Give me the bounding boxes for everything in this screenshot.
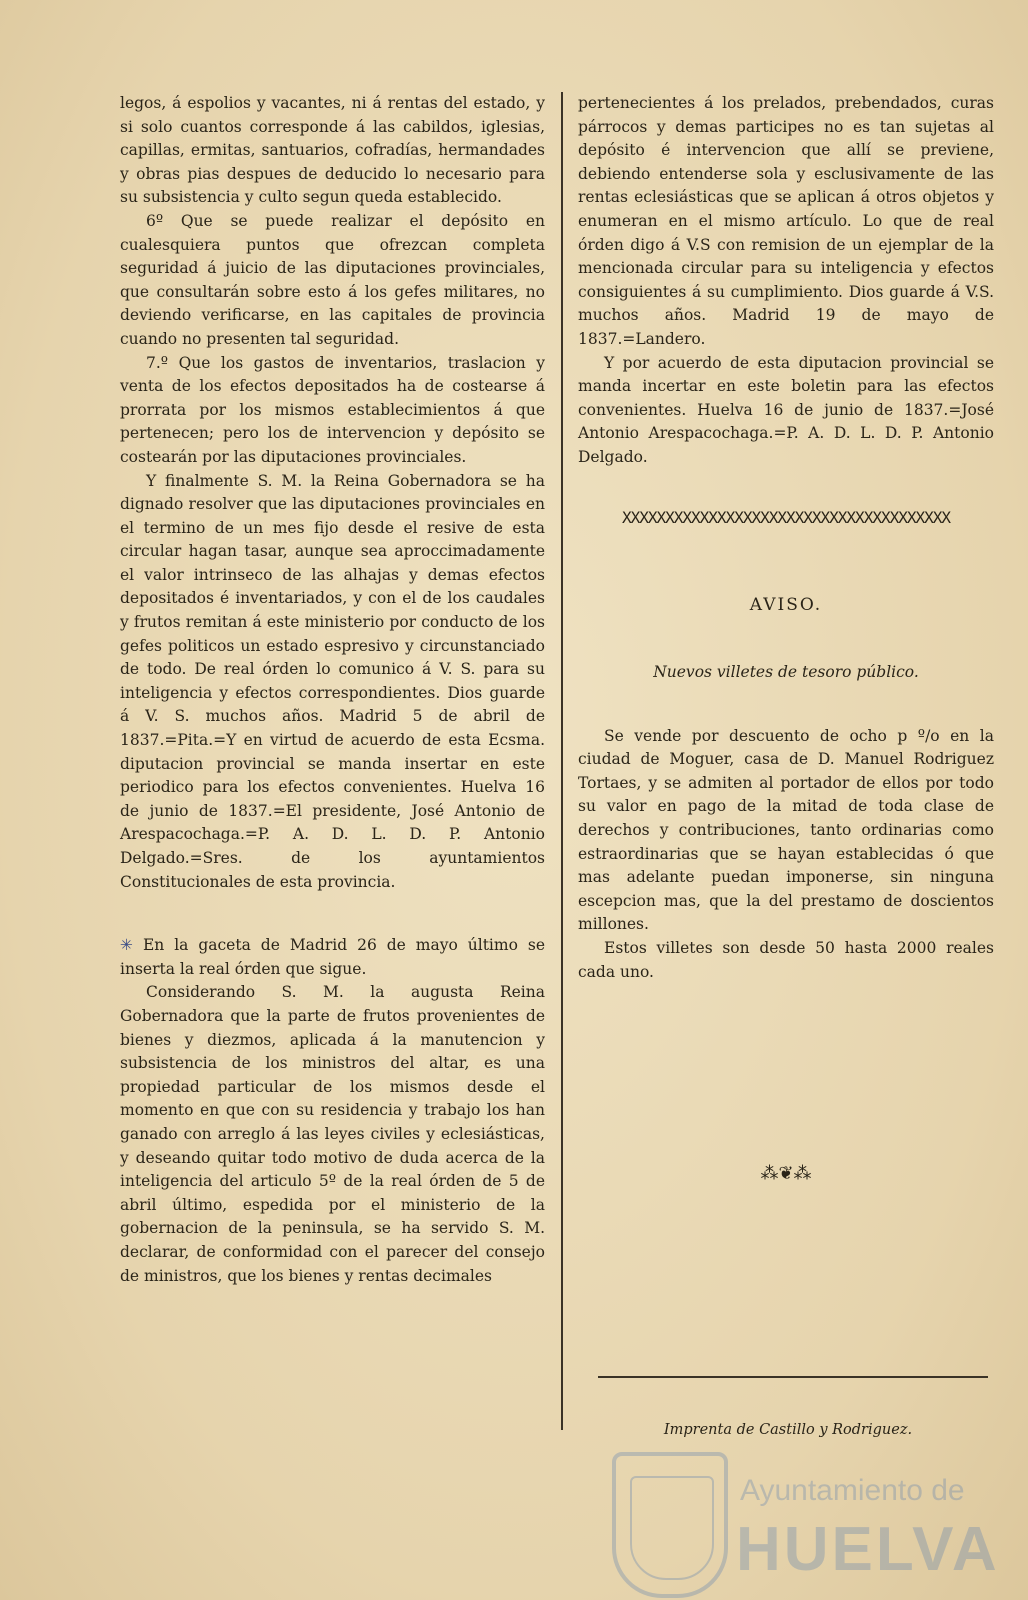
shield-inner-icon [630,1476,714,1580]
aviso-paragraph: Se vende por descuento de ocho p º/o en la ciudad de Moguer, casa de D. Manuel Rodriguez Tortaes, y se admiten al portador de ellos por todo su valor en pago de la mitad de toda clase de derechos y contribuciones, tanto ordinarias como estraordinarias que se hayan establecidas ó que mas adelante puedan imponerse, sin ninguna escepcion mas, que la del prestamo de doscientos millones. [578,726,994,934]
spacer [120,894,545,934]
watermark-line1: Ayuntamiento de [740,1474,965,1507]
aviso-paragraph-amounts: Estos villetes son desde 50 hasta 2000 reales cada uno. [578,939,994,981]
watermark-logo [612,1448,1000,1598]
ornament-icon: ⁂❦⁂ [760,1163,812,1185]
column-divider [561,92,563,1430]
aviso-title: AVISO. [749,594,823,615]
printer-imprint: Imprenta de Castillo y Rodriguez. [663,1422,913,1438]
horizontal-rule [598,1376,988,1378]
paragraph-final-order: Y finalmente S. M. la Reina Gobernadora se ha dignado resolver que las diputaciones provinciales en el termino de un mes fijo desde el resive de esta circular hagan tasar, aunque sea aproccimadamente el valor intrinseco de las alhajas y demas efectos depositados é inventariados, y con el de los caudales y frutos remitan á este ministerio por conducto de los gefes politicos un estado espresivo y circunstanciado de todo. De real órden lo comunico á V. S. para su inteligencia y efectos correspondientes. Dios guarde á V. S. muchos años. Madrid 5 de abril de 1837.=Pita.=Y en virtud de acuerdo de esta Ecsma. diputacion provincial se manda insertar en este periodico para los efectos convenientes. Huelva 16 de junio de 1837.=El presidente, José Antonio de Arespacochaga.=P. A. D. L. D. P. Antonio Delgado.=Sres. de los ayuntamientos Constitucionales de esta provincia. [120,471,545,891]
paragraph-continuation: legos, á espolios y vacantes, ni á rentas del estado, y si solo cuantos corresponde á las cabildos, iglesias, capillas, ermitas, santuarios, cofradías, hermandades y obras pias despues de deducido lo necesario para su subsistencia y culto segun queda establecido. [120,94,545,207]
asterism-icon: ✳ [120,936,133,955]
paragraph-point-6: 6º Que se puede realizar el depósito en cualesquiera puntos que ofrezcan completa seguridad á juicio de las diputaciones provinciales, que consultarán sobre esto á los gefes militares, no deviendo verificarse, en las capitales de provincia cuando no presenten tal seguridad. [120,211,545,348]
ornamental-border: XXXXXXXXXXXXXXXXXXXXXXXXXXXXXXXXXXXXXX [621,509,951,526]
paragraph-diputacion-agreement: Y por acuerdo de esta diputacion provincial se manda incertar en este boletin para las efectos convenientes. Huelva 16 de junio de 1837.=José Antonio Arespacochaga.=P. A. D. L. D. P. Antonio Delgado. [578,353,994,466]
gazette-intro-text: En la gaceta de Madrid 26 de mayo último se inserta la real órden que sigue. [120,936,545,978]
paragraph-royal-order: Considerando S. M. la augusta Reina Gobernadora que la parte de frutos provenientes de bienes y diezmos, aplicada á la manutencion y subsistencia de los ministros del altar, es una propiedad particular de los mismos desde el momento en que con su residencia y trabajo los han ganado con arreglo á las leyes civiles y eclesiásticas, y deseando quitar todo motivo de duda acerca de la inteligencia del articulo 5º de la real órden de 5 de abril último, espedida por el ministerio de la gobernacion de la peninsula, se ha servido S. M. declarar, de conformidad con el parecer del consejo de ministros, que los bienes y rentas decimales [120,983,545,1285]
spacer [578,685,994,725]
paragraph-gazette-intro [120,934,545,981]
paragraph-point-7: 7.º Que los gastos de inventarios, traslacion y venta de los efectos depositados ha de costearse á prorrata por los mismos establecimientos á que pertenecen; pero los de intervencion y depósito se costearán por las diputaciones provinciales. [120,353,545,466]
watermark-line2: HUELVA [736,1515,1000,1584]
right-column [578,92,994,1186]
paragraph-royal-order-continued: pertenecientes á los prelados, prebendados, curas párrocos y demas participes no es tan sujetas al depósito é intervencion que allí se previene, debiendo entenderse sola y esclusivamente de las rentas eclesiásticas que se aplican á otros objetos y enumeran en el mismo artículo. Lo que de real órden digo á V.S con remision de un ejemplar de la mencionada circular para su inteligencia y efectos consiguientes á su cumplimiento. Dios guarde á V.S. muchos años. Madrid 19 de mayo de 1837.=Landero. [578,94,994,348]
shield-icon [612,1452,728,1598]
aviso-subtitle: Nuevos villetes de tesoro público. [653,663,919,682]
left-column [120,92,545,1288]
